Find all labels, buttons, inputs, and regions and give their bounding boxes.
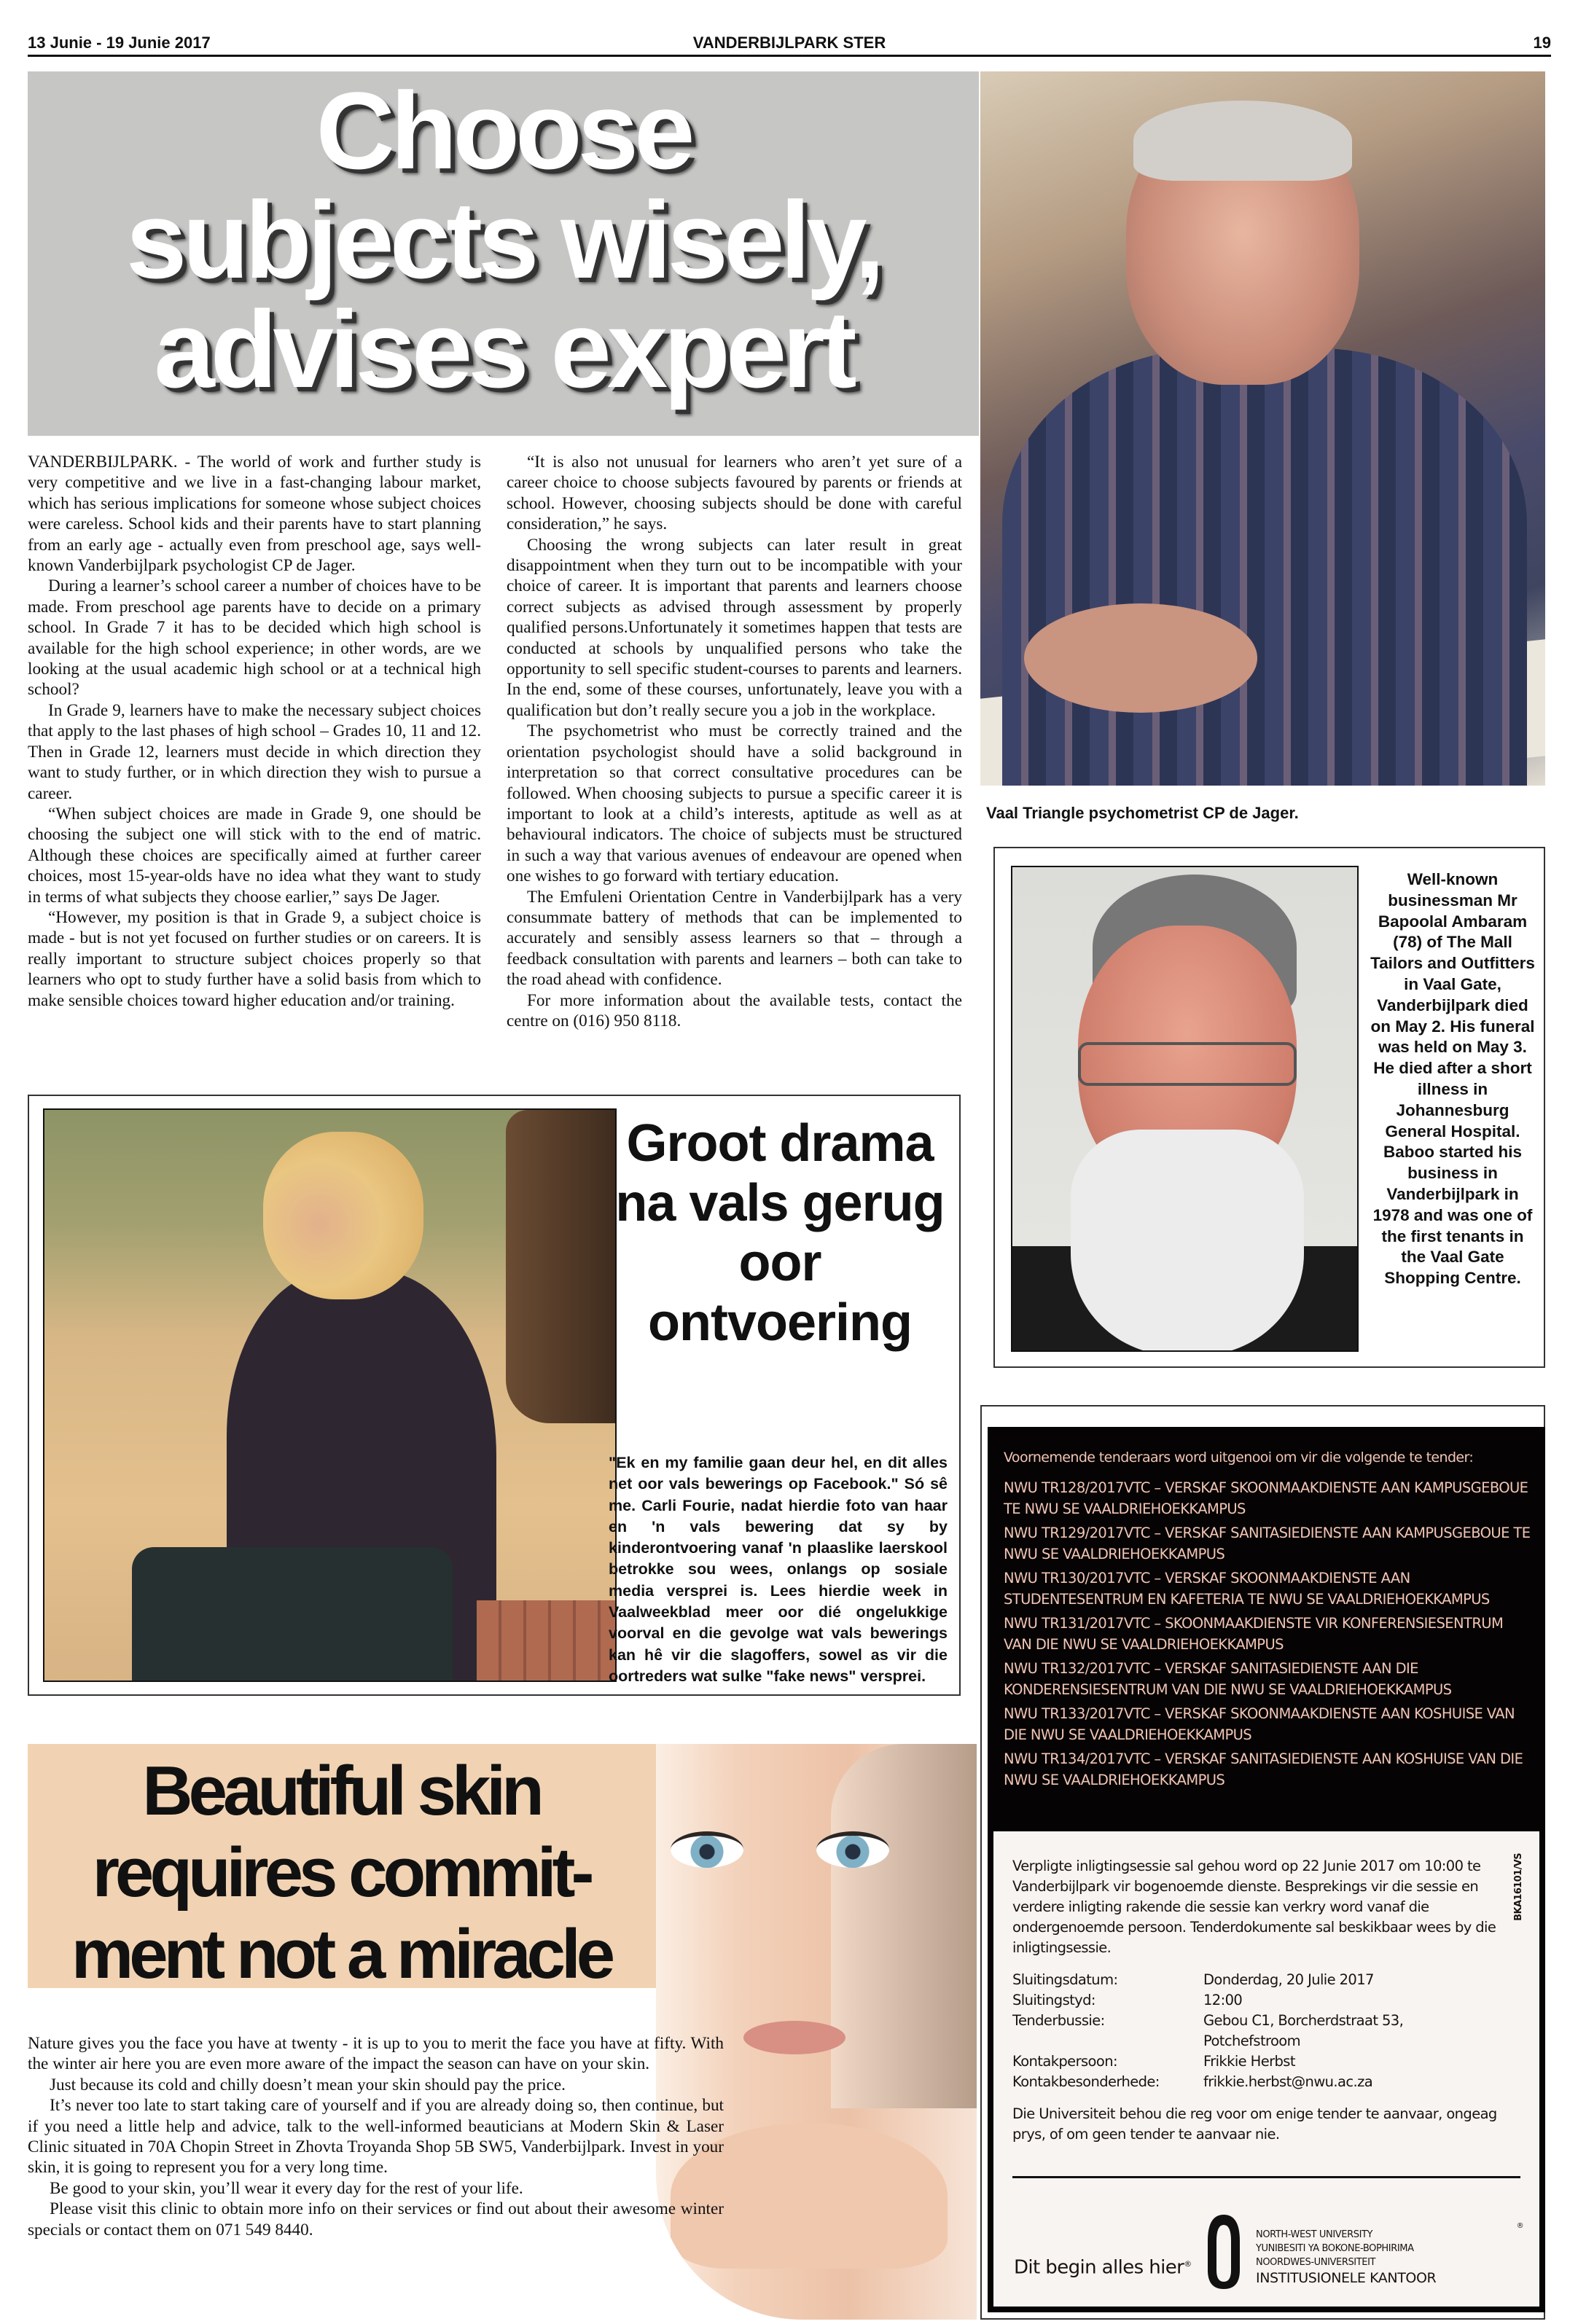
headline-line: ment not a miracle xyxy=(71,1915,612,1993)
paragraph: “It is also not unusual for learners who aren’t yet sure of a career choice to choose subjects favoured by parents or friends at school. However, choosing subjects should be done with careful consideration,” he says. xyxy=(507,453,962,534)
university-names xyxy=(1256,2228,1436,2287)
detail-label: Kontakbesonderhede: xyxy=(1012,2073,1160,2090)
registered-mark: ® xyxy=(1516,2222,1523,2230)
detail-row xyxy=(1012,1990,1503,2011)
detail-label: Sluitingstyd: xyxy=(1012,1992,1095,2008)
slogan-text: Dit begin alles hier xyxy=(1014,2256,1184,2279)
paragraph: Be good to your skin, you’ll wear it every day for the rest of your life. xyxy=(50,2178,523,2198)
lead-headline xyxy=(28,69,979,410)
paragraph: VANDERBIJLPARK. - The world of work and further study is very competitive and we live in a fast-changing labour market, which has serious implications for someone whose subject choices were careless. School kids and their parents have to start planning from an early age - actually even from preschool age, says well-known Vanderbijlpark psychologist CP de Jager. xyxy=(28,453,481,576)
photo-detail xyxy=(1071,1130,1304,1352)
photo-detail xyxy=(506,1110,615,1423)
tender-item: NWU TR131/2017VTC – SKOONMAAKDIENSTE VIR KONFERENSIESENTRUM VAN DIE NWU SE VAALDRIEHOEKKAMPUS xyxy=(1004,1615,1504,1653)
publication-name: VANDERBIJLPARK STER xyxy=(692,34,886,52)
photo-detail xyxy=(263,1132,423,1299)
headline-line: Choose xyxy=(316,69,691,192)
university-name: YUNIBESITI YA BOKONE-BOPHIRIMA xyxy=(1256,2243,1414,2254)
paragraph: Just because its cold and chilly doesn’t mean your skin should pay the price. xyxy=(50,2075,566,2094)
university-name: NOORDWES-UNIVERSITEIT xyxy=(1256,2257,1376,2268)
office-name: INSTITUSIONELE KANTOOR xyxy=(1256,2270,1437,2286)
issue-date: 13 Junie - 19 Junie 2017 xyxy=(28,34,211,52)
tender-item: NWU TR132/2017VTC – VERSKAF SANITASIEDIENSTE AAN DIE KONDERENSIESENTRUM VAN DIE NWU SE VAALDRIEHOEKKAMPUS xyxy=(1004,1660,1452,1698)
paragraph: The Emfuleni Orientation Centre in Vanderbijlpark has a very consummate battery of methods that can be implemented to accurately and sensibly assess learners so that – through a feedback consultation with parents and learners – both can take to the road ahead with confidence. xyxy=(507,887,962,990)
paragraph: For more information about the available tests, contact the centre on (016) 950 8118. xyxy=(507,990,962,1030)
detail-label: Tenderbussie: xyxy=(1012,2012,1105,2029)
article-column-1 xyxy=(28,452,481,1011)
headline-line: advises expert xyxy=(154,288,853,410)
slogan: Dit begin alles hier® xyxy=(1014,2256,1192,2279)
tender-details-panel xyxy=(988,1831,1545,2312)
photo-detail xyxy=(477,1600,615,1681)
photo-bapoolal-ambaram xyxy=(1011,866,1359,1352)
skin-article-body xyxy=(28,2033,724,2240)
detail-value: Frikkie Herbst xyxy=(1203,2053,1295,2070)
paragraph: Nature gives you the face you have at twenty - it is up to you to merit the face you have at fifty. With the winter air here you are even more aware of the impact the season can have on your skin. xyxy=(28,2034,724,2074)
photo-detail xyxy=(1024,603,1257,713)
photo-detail xyxy=(831,1744,977,2108)
paragraph: Please visit this clinic to obtain more info on their services or find out about their awesome winter specials or contact them on 071 549 8440. xyxy=(28,2199,724,2239)
detail-value: Gebou C1, Borcherdstraat 53, Potchefstroom xyxy=(1203,2012,1404,2049)
article-column-2 xyxy=(507,452,962,1031)
photo-carli-fourie xyxy=(43,1108,617,1682)
lead-headline-box xyxy=(28,71,979,436)
university-name: NORTH-WEST UNIVERSITY xyxy=(1256,2229,1373,2240)
tender-list-panel xyxy=(988,1427,1545,1831)
divider xyxy=(1012,2176,1520,2178)
tender-disclaimer: Die Universiteit behou die reg voor om enige tender te aanvaar, ongeag prys, of om geen tender te aanvaar nie. xyxy=(1012,2105,1497,2143)
tender-item: NWU TR133/2017VTC – VERSKAF SKOONMAAKDIENSTE AAN KOSHUISE VAN DIE NWU SE VAALDRIEHOEKKAMPUS xyxy=(1004,1705,1515,1743)
page-number: 19 xyxy=(1533,34,1551,52)
skin-headline xyxy=(28,1750,655,1995)
headline-line: Beautiful skin xyxy=(142,1752,540,1830)
running-header xyxy=(28,34,1551,57)
detail-row xyxy=(1012,1970,1503,1990)
nwu-logo-icon xyxy=(1205,2212,1243,2292)
contact-email: frikkie.herbst@nwu.ac.za xyxy=(1203,2073,1373,2090)
ad-reference-code: BKA16101/VS xyxy=(1513,1853,1524,1921)
detail-row xyxy=(1012,2072,1503,2092)
tender-intro: Voornemende tenderaars word uitgenooi om vir die volgende te tender: xyxy=(1004,1449,1474,1466)
paragraph: “When subject choices are made in Grade 9, one should be choosing the subject one will stick with to the end of matric. Although these choices are specifically aimed at further career choices, most 15-year-olds have no idea what they want to study in terms of what subjects they choose earlier,” says De Jager. xyxy=(28,804,481,907)
obituary-text: Well-known businessman Mr Bapoolal Ambaram (78) of The Mall Tailors and Outfitters in Vaal Gate, Vanderbijlpark died on May 2. His funeral was held on May 3. He died after a short illness in Johannesburg General Hospital. Baboo started his business in Vanderbijlpark in 1978 and was one of the first tenants in the Vaal Gate Shopping Centre. xyxy=(1370,870,1535,1288)
tender-item: NWU TR129/2017VTC – VERSKAF SANITASIEDIENSTE AAN KAMPUSGEBOUE TE NWU SE VAALDRIEHOEKKAMPUS xyxy=(1004,1525,1531,1562)
tender-item: NWU TR134/2017VTC – VERSKAF SANITASIEDIENSTE AAN KOSHUISE VAN DIE NWU SE VAALDRIEHOEKKAMPUS xyxy=(1004,1750,1523,1788)
headline-line: requires commit- xyxy=(92,1834,590,1912)
photo-cp-de-jager xyxy=(980,71,1545,786)
info-session-notice: Verpligte inligtingsessie sal gehou word op 22 Junie 2017 om 10:00 te Vanderbijlpark vir bogenoemde dienste. Besprekings vir die sessie en verdere inligting rakende die sessie kan verkry word vanaf die ondergenoemde persoon. Tenderdokumente sal beskikbaar wees by die inligtingsessie. xyxy=(1012,1858,1496,1956)
photo-caption: Vaal Triangle psychometrist CP de Jager. xyxy=(986,804,1299,822)
paragraph: Choosing the wrong subjects can later result in great disappointment when they turn out to be incompatible with your choice of career. It is important that parents and learners choose correct subjects as advised through assessment by properly qualified persons.Unfortunately it sometimes happen that tests are conducted at schools by unqualified persons who take the opportunity to sell specific student-courses to parents and learners. In the end, some of these courses, unfortunately, leave you with a qualification but don’t really secure you a job in the workplace. xyxy=(507,535,962,720)
photo-detail xyxy=(132,1547,453,1682)
detail-value: 12:00 xyxy=(1203,1992,1243,2008)
detail-label: Kontakpersoon: xyxy=(1012,2053,1117,2070)
paragraph: In Grade 9, learners have to make the necessary subject choices that apply to the last phases of high school – Grades 10, 11 and 12. Then in Grade 12, learners must decide in which direction they want to study further, or in which direction they wish to pursue a career. xyxy=(28,700,481,803)
photo-detail xyxy=(1078,1042,1297,1086)
detail-value: Donderdag, 20 Julie 2017 xyxy=(1203,1971,1374,1988)
detail-row xyxy=(1012,2051,1503,2072)
photo-detail xyxy=(1002,348,1527,786)
photo-detail xyxy=(1133,101,1352,181)
paragraph: During a learner’s school career a number of choices have to be made. From preschool age parents have to decide on a primary school. In Grade 7 it has to be decided which high school is available for the high school experience; in other words, are we looking at the usual academic high school or at a technical high school? xyxy=(28,576,481,700)
paragraph: “However, my position is that in Grade 9, a subject choice is made - but is not yet focused on further studies or on careers. It is really important to structure subject choices properly so that learners who opt to study further have a solid basis from which to make sensible choices toward higher education and/or training. xyxy=(28,907,481,1010)
headline-line: subjects wisely, xyxy=(125,179,881,301)
photo-detail xyxy=(743,2021,845,2054)
detail-label: Sluitingsdatum: xyxy=(1012,1971,1118,1988)
photo-detail xyxy=(816,1831,889,1868)
drama-body: "Ek en my familie gaan deur hel, en dit alles net oor vals bewerings op Facebook." Só sê me. Carli Fourie, nadat hierdie foto van haar en 'n vals bewering dat sy by kinderontvoering vanaf 'n plaaslike laerskool betrokke sou wees, onlangs op sosiale media versprei is. Lees hierdie week in Vaalweekblad meer oor dié ongelukkige voorval en die gevolge wat vals bewerings kan hê vir die slagoffers, sowel as vir die oortreders wat sulke "fake news" versprei. xyxy=(609,1454,948,1685)
tender-item: NWU TR128/2017VTC – VERSKAF SKOONMAAKDIENSTE AAN KAMPUSGEBOUE TE NWU SE VAALDRIEHOEKKAMPUS xyxy=(1004,1479,1528,1517)
photo-detail xyxy=(671,1831,743,1868)
detail-row xyxy=(1012,2011,1503,2051)
drama-headline: Groot drama na vals gerug oor ontvoering xyxy=(615,1114,945,1352)
paragraph: It’s never too late to start taking care of yourself and if you are already doing so, then continue, but if you need a little help and advice, talk to the well-informed beauticians at Modern Skin & Laser Clinic situated in 70A Chopin Street in Zhovta Troyanda Shop 5B SW5, Vanderbijlpark. Invest in your skin, it is going to represent you for a very long time. xyxy=(28,2096,724,2178)
tender-item: NWU TR130/2017VTC – VERSKAF SKOONMAAKDIENSTE AAN STUDENTESENTRUM EN KAFETERIA TE NWU SE VAALDRIEHOEKKAMPUS xyxy=(1004,1570,1490,1608)
paragraph: The psychometrist who must be correctly trained and the orientation psychologist should have a solid background in interpretation so that correct consultative procedures can be followed. When choosing subjects to pursue a specific career it is important to look at a child’s interests, aptitude as well as at behavioural indicators. The choice of subjects must be structured in such a way that various avenues of endeavour are opened when one wishes to go forward with tertiary education. xyxy=(507,721,962,886)
